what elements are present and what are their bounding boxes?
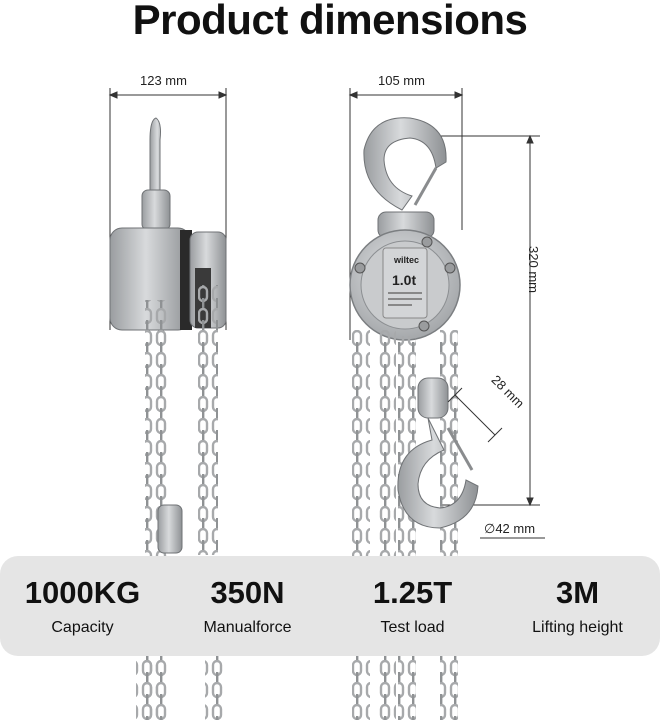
nameplate-load: 1.0t [392,272,417,288]
spec-value: 1000KG [24,575,141,610]
spec-label: Test load [380,619,445,636]
spec-lifting-height [495,556,660,656]
height-label: 320 mm [525,246,541,293]
hook-opening-label: 28 mm [488,372,528,411]
spec-manualforce [165,556,330,656]
spec-value: 3M [555,575,600,610]
hook-diameter-label: ∅42 mm [484,521,536,536]
spec-test-load [330,556,495,656]
nameplate-brand: wiltec [394,255,420,265]
spec-label: Lifting height [532,619,623,636]
spec-label: Capacity [51,619,114,636]
spec-value: 350N [210,575,285,610]
spec-value: 1.25T [372,575,453,610]
front-width-label: 105 mm [378,73,425,88]
spec-label: Manualforce [203,619,292,636]
side-width-label: 123 mm [140,73,187,88]
spec-capacity [0,556,165,656]
page-title: Product dimensions [132,0,528,43]
spec-bar [0,556,660,656]
